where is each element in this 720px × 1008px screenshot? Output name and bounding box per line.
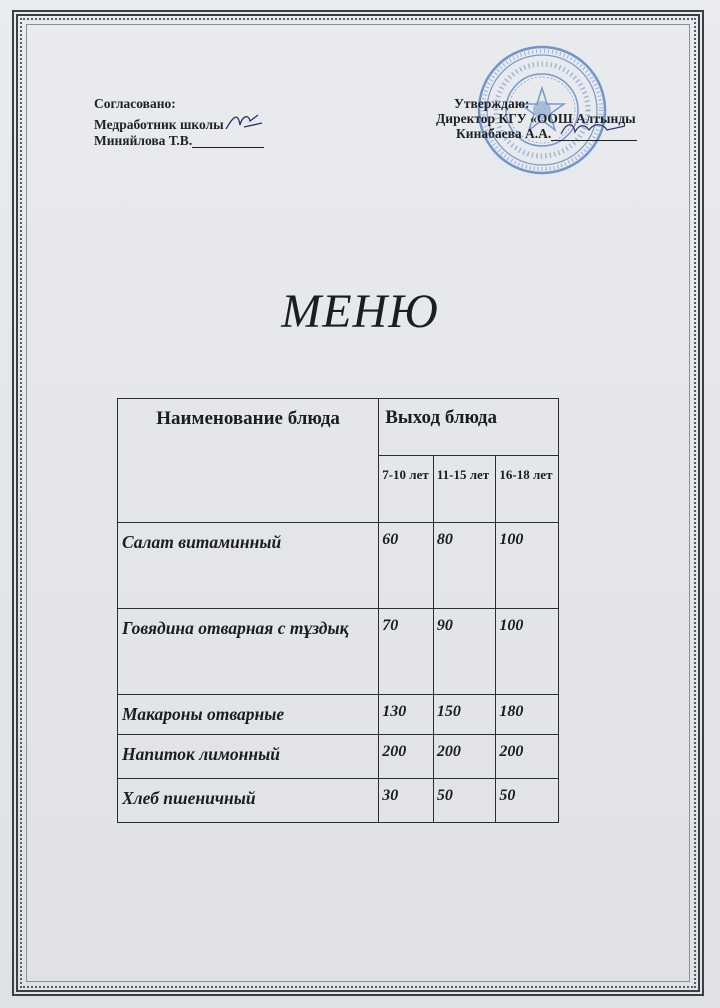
approval-left-line2: Медработник школы <box>94 117 224 132</box>
signature-line-left <box>192 135 264 148</box>
dish-value: 30 <box>379 779 434 823</box>
header-age-group: 11-15 лет <box>433 456 496 523</box>
menu-table <box>117 398 559 823</box>
header-dish-name: Наименование блюда <box>118 399 379 523</box>
dish-name: Говядина отварная с тұздық <box>118 609 379 695</box>
table-row <box>118 779 559 823</box>
table-row <box>118 609 559 695</box>
dish-value: 200 <box>379 735 434 779</box>
approval-right-line3: Кинабаева А.А. <box>456 126 552 141</box>
dish-value: 180 <box>496 695 559 735</box>
dish-value: 70 <box>379 609 434 695</box>
header-output: Выход блюда <box>379 399 559 456</box>
page-title: МЕНЮ <box>281 285 439 338</box>
table-row <box>118 735 559 779</box>
dish-value: 150 <box>433 695 496 735</box>
signature-right-icon <box>559 120 629 138</box>
approval-left-line1: Согласовано: <box>94 96 176 111</box>
dish-value: 200 <box>433 735 496 779</box>
dish-value: 80 <box>433 523 496 609</box>
approval-left-line3: Миняйлова Т.В. <box>94 133 193 148</box>
approval-left <box>94 96 264 148</box>
dish-name: Макароны отварные <box>118 695 379 735</box>
approval-right-line2: Директор КГУ «ООШ Алтынды <box>436 111 636 126</box>
approval-right <box>436 96 637 141</box>
dish-value: 130 <box>379 695 434 735</box>
dish-value: 200 <box>496 735 559 779</box>
dish-value: 90 <box>433 609 496 695</box>
dish-name: Напиток лимонный <box>118 735 379 779</box>
signature-line-right <box>551 128 637 141</box>
dish-name: Хлеб пшеничный <box>118 779 379 823</box>
dish-value: 50 <box>496 779 559 823</box>
dish-value: 100 <box>496 523 559 609</box>
header-age-group: 16-18 лет <box>496 456 559 523</box>
header-age-group: 7-10 лет <box>379 456 434 523</box>
dish-name: Салат витаминный <box>118 523 379 609</box>
table-row <box>118 523 559 609</box>
dish-value: 50 <box>433 779 496 823</box>
dish-value: 100 <box>496 609 559 695</box>
signature-left-icon <box>224 111 264 133</box>
dish-value: 60 <box>379 523 434 609</box>
table-row <box>118 695 559 735</box>
approval-right-line1: Утверждаю: <box>454 96 530 111</box>
